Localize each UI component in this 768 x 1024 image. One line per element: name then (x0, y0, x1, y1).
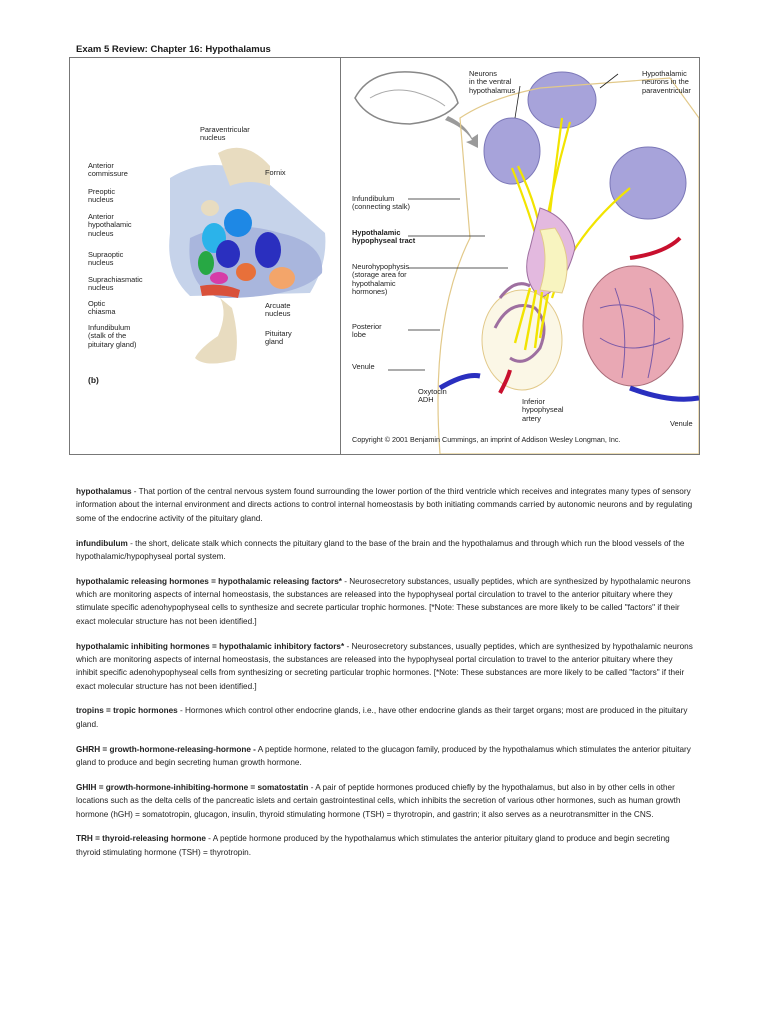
definition-term: TRH = thyroid-releasing hormone (76, 834, 206, 844)
definition-term: infundibulum (76, 538, 128, 548)
label-venule-left: Venule (352, 362, 375, 371)
definition-paragraph (76, 485, 696, 525)
definition-paragraph (76, 704, 696, 731)
label-paraventricular: Paraventricular nucleus (200, 125, 250, 143)
label-supraoptic: Supraoptic nucleus (88, 250, 124, 268)
red-artery-top (630, 238, 680, 258)
definition-term: GHRH = growth-hormone-releasing-hormone - (76, 744, 256, 754)
brain-sketch-fold (370, 90, 445, 106)
label-tract: Hypothalamic hypophyseal tract (352, 228, 416, 246)
definition-text: - Neurosecretory substances, usually peptides, which are synthesized by hypothalamic neurons which are monitoring aspects of internal homeostasis, the substances are released into the hypophyseal portal circulation to travel to the anterior pituitary where they stimulate specific adenohypophyseal cells to synthesize and secrete particular trophic hormones. [*Note: These substances are more likely to be called "factors" if their exact molecular structure has not been identified.] (76, 576, 691, 626)
third-cluster (610, 147, 686, 219)
label-optic-chiasma: Optic chiasma (88, 299, 116, 317)
anterior-lobe (583, 266, 683, 386)
portal-system-illustration (70, 58, 699, 454)
definition-term: hypothalamus (76, 487, 132, 496)
definition-paragraph (76, 781, 696, 821)
figure-copyright: Copyright © 2001 Benjamin Cummings, an imprint of Addison Wesley Longman, Inc. (352, 435, 621, 444)
definition-term: hypothalamic releasing hormones = hypothalamic releasing factors* (76, 576, 342, 586)
label-anterior-hypothalamic: Anterior hypothalamic nucleus (88, 212, 132, 238)
definition-text: - the short, delicate stalk which connects the pituitary gland to the base of the brain and the hypothalamus and through which run the blood vessels of the hypothalamic/hypophyseal portal system. (76, 538, 685, 561)
label-posterior-lobe: Posterior lobe (352, 322, 382, 340)
definition-text: - A pair of peptide hormones produced chiefly by the hypothalamus, but also in by other cells in other locations such as the delta cells of the pancreatic islets and certain gastrointestinal cells, which inhibits the secretion of various other hormones, such as human growth hormone (hGH) = somatotropin, glucagon, insulin, thyroid stimulating hormone (TSH) = thyrotropin, and gastrin; it also serves as a neurotransmitter in the CNS. (76, 782, 681, 819)
definition-term: hypothalamic inhibiting hormones = hypothalamic inhibitory factors* (76, 641, 345, 651)
label-inferior-artery: Inferior hypophyseal artery (522, 397, 564, 423)
label-oxytocin: Oxytocin ADH (418, 387, 447, 405)
definition-paragraph (76, 640, 696, 694)
definition-text: - Hormones which control other endocrine glands, i.e., have other endocrine glands as their target organs; most are produced in the pituitary gland. (76, 706, 688, 729)
label-neurohypophysis: Neurohypophysis (storage area for hypothalamic hormones) (352, 262, 410, 296)
definition-paragraph (76, 743, 696, 770)
label-venule-right: Venule (670, 419, 693, 428)
definition-text: - Neurosecretory substances, usually peptides, which are synthesized by hypothalamic neurons which are monitoring aspects of internal homeostasis, the substances are released into the hypophyseal portal circulation to travel to the anterior pituitary where they inhibit specific adenohypophyseal cells from synthesizing or secreting particular trophic hormones. [*Note: These substances are more likely to be called "factors" if their exact molecular structure has not been identified.] (76, 641, 693, 691)
definition-paragraph (76, 575, 696, 629)
definition-paragraph (76, 832, 696, 859)
label-neurons-ventral: Neurons in the ventral hypothalamus (469, 69, 516, 95)
label-arcuate: Arcuate nucleus (265, 301, 291, 319)
panel-b-label: (b) (88, 375, 99, 385)
definition-term: tropins = tropic hormones (76, 706, 178, 716)
definition-text: A peptide hormone, related to the glucagon family, produced by the hypothalamus which stimulates the anterior pituitary gland to produce and begin secreting human growth hormone. (76, 744, 691, 767)
label-hypothalamic-neurons-pv: Hypothalamic neurons in the paraventricular (642, 69, 691, 95)
definition-text: - A peptide hormone produced by the hypothalamus which stimulates the anterior pituitary gland to produce and begin secreting thyroid stimulating hormone (TSH) = thyrotropin. (76, 834, 670, 857)
ventral-neurons-cluster (484, 118, 540, 184)
page-title: Exam 5 Review: Chapter 16: Hypothalamus (76, 44, 271, 55)
definition-term: GHIH = growth-hormone-inhibiting-hormone = somatostatin (76, 782, 309, 792)
label-suprachiasmatic: Suprachiasmatic nucleus (88, 275, 143, 293)
label-pituitary: Pituitary gland (265, 329, 292, 347)
label-anterior-commissure: Anterior commissure (88, 161, 128, 179)
venule-right-vessel (630, 388, 699, 399)
definitions-list (76, 485, 696, 870)
definition-text: - That portion of the central nervous system found surrounding the lower portion of the third ventricle which receives and integrates many types of sensory information about the internal environment and directs actions to control internal homeostasis by both initiating commands carried by autonomic neurons and by regulating some of the endocrine activity of the pituitary gland. (76, 487, 693, 523)
definition-paragraph (76, 537, 696, 564)
label-preoptic: Preoptic nucleus (88, 187, 116, 205)
label-infundibulum-right: Infundibulum (connecting stalk) (352, 194, 410, 212)
hypothalamus-figure (69, 57, 700, 455)
label-fornix: Fornix (265, 168, 286, 177)
label-infundibulum-left: Infundibulum (stalk of the pituitary gland) (88, 323, 137, 349)
